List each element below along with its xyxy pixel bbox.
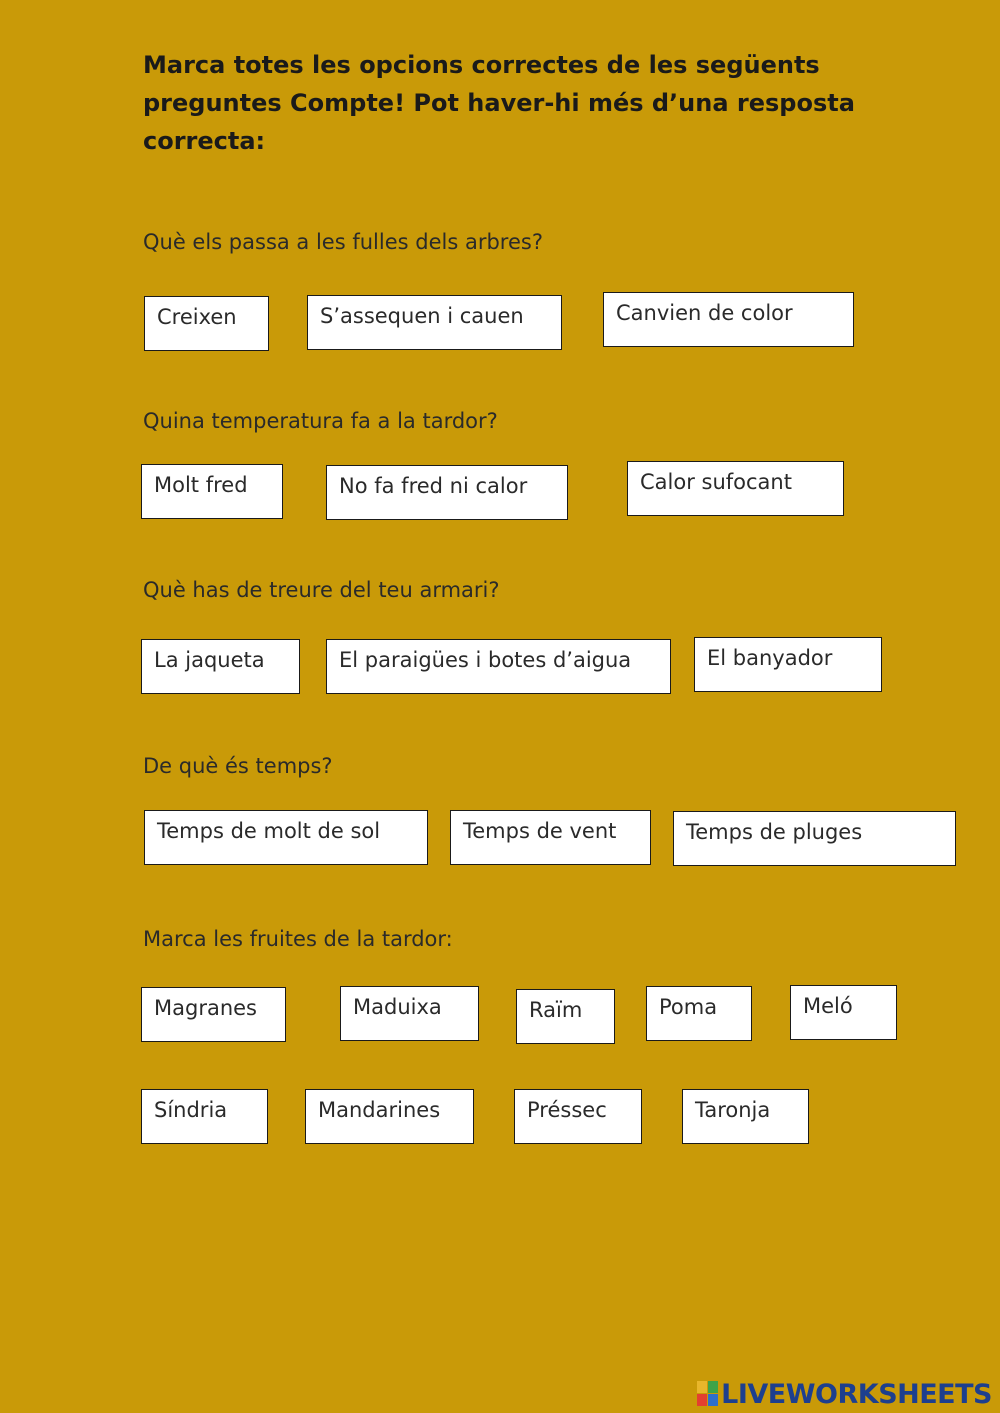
question-2: Quina temperatura fa a la tardor? — [143, 409, 498, 433]
q4-option-sol[interactable]: Temps de molt de sol — [144, 810, 428, 865]
liveworksheets-logo-text: LIVEWORKSHEETS — [721, 1378, 992, 1410]
q5-option-pressec[interactable]: Préssec — [514, 1089, 642, 1144]
question-3: Què has de treure del teu armari? — [143, 578, 500, 602]
q1-option-canvien-color[interactable]: Canvien de color — [603, 292, 854, 347]
q5-option-raim[interactable]: Raïm — [516, 989, 615, 1044]
q5-option-magranes[interactable]: Magranes — [141, 987, 286, 1042]
q4-option-vent[interactable]: Temps de vent — [450, 810, 651, 865]
q3-option-paraigues[interactable]: El paraigües i botes d’aigua — [326, 639, 671, 694]
q4-option-pluges[interactable]: Temps de pluges — [673, 811, 956, 866]
q5-option-poma[interactable]: Poma — [646, 986, 752, 1041]
q2-option-molt-fred[interactable]: Molt fred — [141, 464, 283, 519]
q5-option-mandarines[interactable]: Mandarines — [305, 1089, 474, 1144]
question-4: De què és temps? — [143, 754, 333, 778]
q1-option-sassequen[interactable]: S’assequen i cauen — [307, 295, 562, 350]
q5-option-maduixa[interactable]: Maduixa — [340, 986, 479, 1041]
liveworksheets-logo — [697, 1379, 992, 1409]
q3-option-banyador[interactable]: El banyador — [694, 637, 882, 692]
liveworksheets-logo-icon — [697, 1381, 719, 1407]
q5-option-sindria[interactable]: Síndria — [141, 1089, 268, 1144]
q2-option-calor-sufocant[interactable]: Calor sufocant — [627, 461, 844, 516]
q5-option-taronja[interactable]: Taronja — [682, 1089, 809, 1144]
instructions: Marca totes les opcions correctes de les següents preguntes Compte! Pot haver-hi més d’una resposta correcta: — [143, 51, 855, 155]
q3-option-jaqueta[interactable]: La jaqueta — [141, 639, 300, 694]
question-1: Què els passa a les fulles dels arbres? — [143, 230, 543, 254]
question-5: Marca les fruites de la tardor: — [143, 927, 453, 951]
q1-option-creixen[interactable]: Creixen — [144, 296, 269, 351]
q5-option-melo[interactable]: Meló — [790, 985, 897, 1040]
q2-option-no-fa-fred[interactable]: No fa fred ni calor — [326, 465, 568, 520]
